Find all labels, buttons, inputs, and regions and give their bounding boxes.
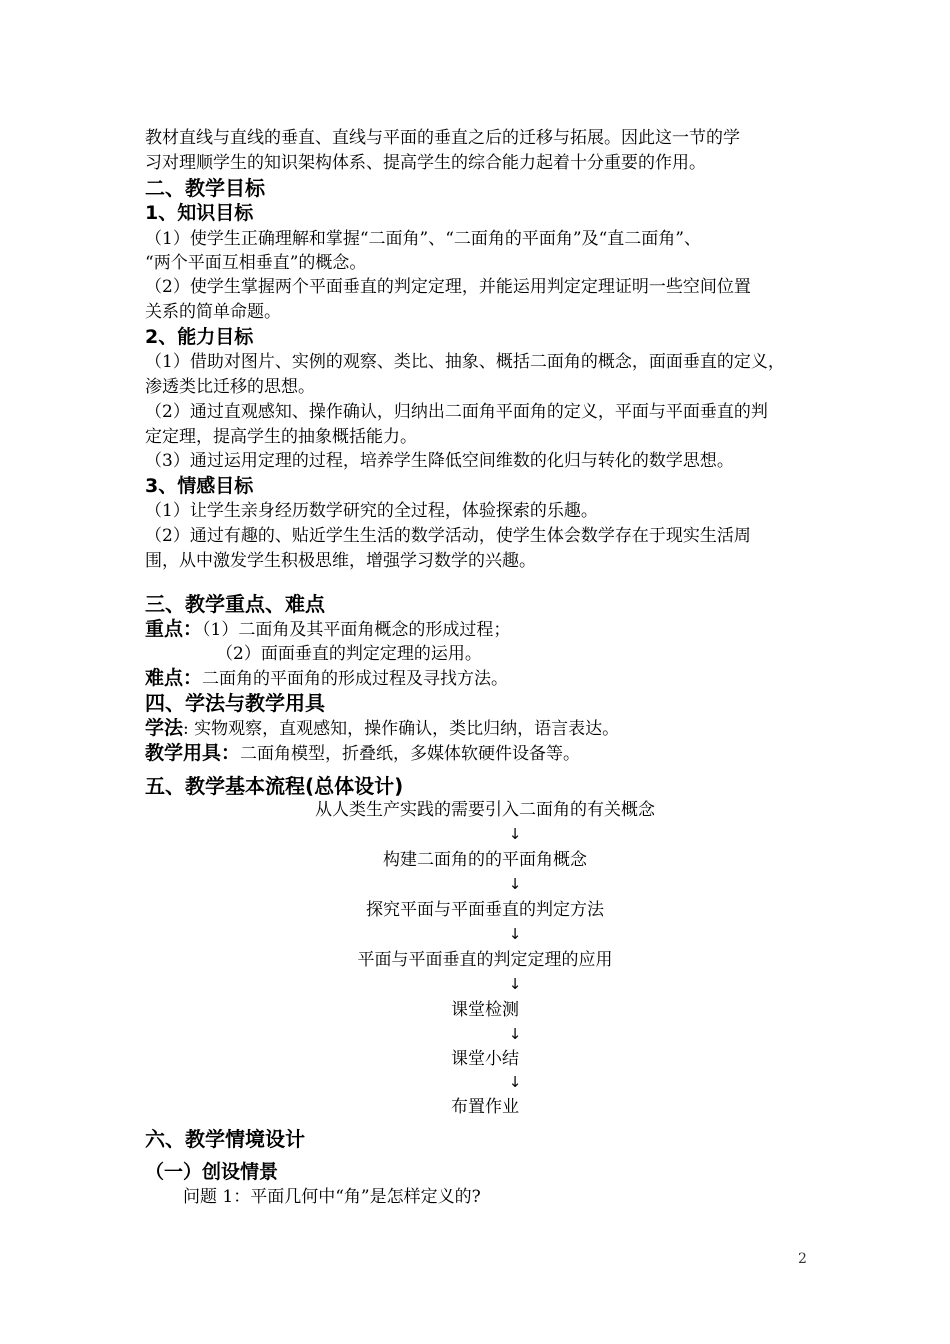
flow-step-6: 课堂小结 [451,1049,519,1069]
ability-goal-2b: 定定理，提高学生的抽象概括能力。 [145,427,417,447]
flow-step-2: 构建二面角的的平面角概念 [383,850,587,870]
key-point-1: （1）二面角及其平面角概念的形成过程； [202,620,511,640]
method-line [145,716,810,742]
tools-label: 教学用具： [145,742,241,764]
ability-goal-2a: （2）通过直观感知、操作确认，归纳出二面角平面角的定义，平面与平面垂直的判 [145,402,768,422]
difficulty-line [145,666,810,692]
flow-step-4: 平面与平面垂直的判定定理的应用 [357,950,613,970]
section-2-heading: 二、教学目标 [145,176,265,200]
knowledge-goal-2b: 关系的简单命题。 [145,302,281,322]
tools-text: 二面角模型，折叠纸，多媒体软硬件设备等。 [240,744,581,764]
flow-step-5: 课堂检测 [451,1000,519,1020]
flow-step-7: 布置作业 [451,1097,519,1117]
flow-arrow-icon: ↓ [508,875,522,893]
flow-arrow-icon: ↓ [508,975,522,993]
flow-step-3: 探究平面与平面垂直的判定方法 [366,900,604,920]
ability-goal-1b: 渗透类比迁移的思想。 [145,377,315,397]
key-point-2: （2）面面垂直的判定定理的运用。 [216,644,482,664]
ability-goal-heading: 2、能力目标 [145,326,254,348]
knowledge-goal-1a: （1）使学生正确理解和掌握“二面角”、“二面角的平面角”及“直二面角”、 [145,229,701,249]
knowledge-goal-heading: 1、知识目标 [145,202,254,224]
key-point-line-1 [145,617,810,643]
section-6-heading: 六、教学情境设计 [145,1127,305,1151]
page-number: 2 [798,1251,807,1267]
flow-arrow-icon: ↓ [508,925,522,943]
method-text: : 实物观察，直观感知，操作确认，类比归纳，语言表达。 [183,719,620,739]
intro-line-1: 教材直线与直线的垂直、直线与平面的垂直之后的迁移与拓展。因此这一节的学 [145,128,740,148]
tools-line [145,741,810,767]
knowledge-goal-2a: （2）使学生掌握两个平面垂直的判定定理，并能运用判定定理证明一些空间位置 [145,277,751,297]
emotion-goal-1: （1）让学生亲身经历数学研究的全过程，体验探索的乐趣。 [145,501,598,521]
difficulty-label: 难点： [145,667,203,689]
section-4-heading: 四、学法与教学用具 [145,691,325,715]
knowledge-goal-1b: “两个平面互相垂直”的概念。 [145,253,367,273]
flow-arrow-icon: ↓ [508,825,522,843]
question-1: 问题 1：平面几何中“角”是怎样定义的? [183,1187,481,1207]
intro-line-2: 习对理顺学生的知识架构体系、提高学生的综合能力起着十分重要的作用。 [145,153,706,173]
key-point-label: 重点： [145,618,203,640]
emotion-goal-heading: 3、情感目标 [145,475,254,497]
scenario-heading: （一）创设情景 [145,1161,279,1183]
flow-arrow-icon: ↓ [508,1025,522,1043]
method-label: 学法 [145,717,184,739]
section-5-heading: 五、教学基本流程(总体设计) [145,774,404,798]
difficulty-text: 二面角的平面角的形成过程及寻找方法。 [202,669,509,689]
section-3-heading: 三、教学重点、难点 [145,592,325,616]
flow-arrow-icon: ↓ [508,1073,522,1091]
ability-goal-3: （3）通过运用定理的过程，培养学生降低空间维数的化归与转化的数学思想。 [145,451,734,471]
flow-step-1: 从人类生产实践的需要引入二面角的有关概念 [315,800,655,820]
emotion-goal-2b: 围，从中激发学生积极思维，增强学习数学的兴趣。 [145,551,536,571]
ability-goal-1a: （1）借助对图片、实例的观察、类比、抽象、概括二面角的概念，面面垂直的定义， [145,352,785,372]
emotion-goal-2a: （2）通过有趣的、贴近学生生活的数学活动，使学生体会数学存在于现实生活周 [145,526,751,546]
